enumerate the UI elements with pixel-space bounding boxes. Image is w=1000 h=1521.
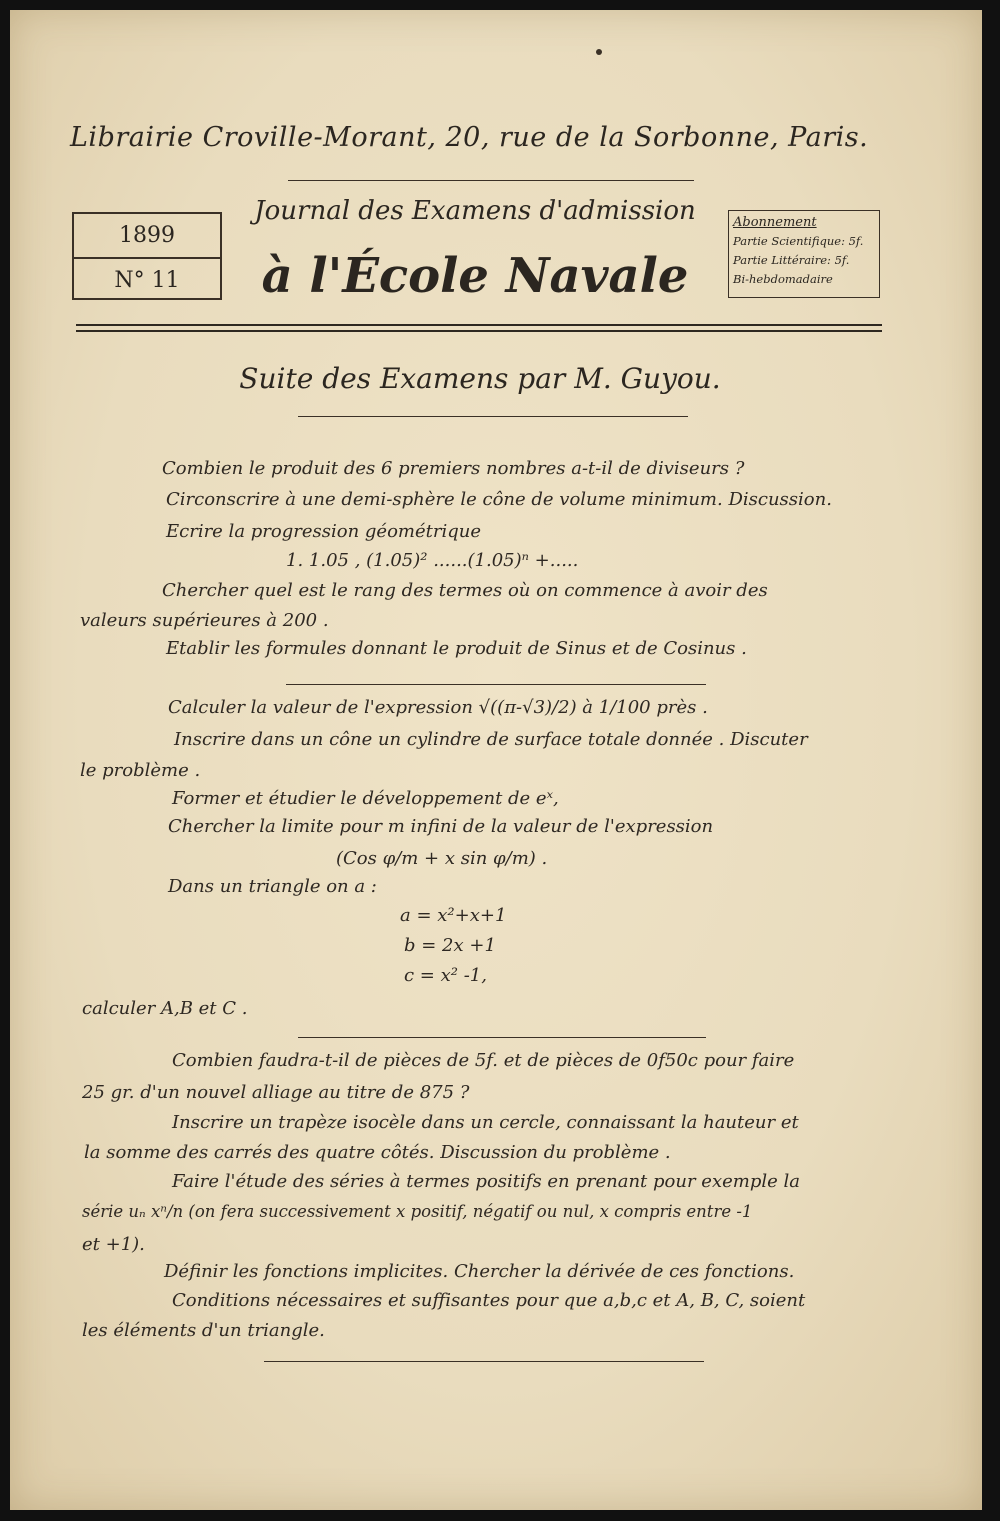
header-double-rule <box>76 324 882 332</box>
exam-line: Former et étudier le développement de eˣ, <box>172 788 559 809</box>
exam-line: c = x² -1, <box>404 965 487 986</box>
exam-line: les éléments d'un triangle. <box>82 1320 325 1341</box>
exam-line: et +1). <box>82 1234 145 1255</box>
subscription-literary: Partie Littéraire: 5f. <box>733 253 850 267</box>
exam-line: Inscrire dans un cône un cylindre de surface totale donnée . Discuter <box>174 729 808 750</box>
exam-line: a = x²+x+1 <box>400 905 507 926</box>
title-underline <box>298 416 688 417</box>
subscription-box <box>728 210 880 298</box>
subscription-heading: Abonnement <box>733 215 817 230</box>
section-title: Suite des Examens par M. Guyou. <box>239 362 721 395</box>
exam-line: Circonscrire à une demi-sphère le cône de volume minimum. Discussion. <box>166 489 832 510</box>
exam-line: Dans un triangle on a : <box>168 876 377 897</box>
exam-line: Combien faudra-t-il de pièces de 5f. et de pièces de 0f50c pour faire <box>172 1050 795 1071</box>
section-separator <box>264 1361 704 1362</box>
school-title: à l'École Navale <box>261 248 689 304</box>
exam-line: calculer A,B et C . <box>82 998 248 1019</box>
exam-line: (Cos φ/m + x sin φ/m) . <box>336 848 548 869</box>
exam-line: Chercher la limite pour m infini de la valeur de l'expression <box>168 816 714 837</box>
issue-number: N° 11 <box>114 268 180 293</box>
exam-line: Chercher quel est le rang des termes où on commence à avoir des <box>162 580 768 601</box>
issue-box <box>72 212 222 300</box>
exam-line: valeurs supérieures à 200 . <box>80 610 329 631</box>
exam-line: Conditions nécessaires et suffisantes pour que a,b,c et A, B, C, soient <box>172 1290 806 1311</box>
exam-line: Calculer la valeur de l'expression √((π-√3)/2) à 1/100 près . <box>168 697 708 718</box>
issue-year: 1899 <box>74 214 220 259</box>
exam-line: Faire l'étude des séries à termes positifs en prenant pour exemple la <box>172 1171 800 1192</box>
section-separator <box>286 684 706 685</box>
exam-line: 25 gr. d'un nouvel alliage au titre de 875 ? <box>82 1082 470 1103</box>
journal-title: Journal des Examens d'admission <box>254 196 696 226</box>
exam-line: b = 2x +1 <box>404 935 496 956</box>
divider-rule <box>288 180 694 181</box>
exam-line: Etablir les formules donnant le produit de Sinus et de Cosinus . <box>166 638 747 659</box>
exam-line: Ecrire la progression géométrique <box>166 521 481 542</box>
subscription-science: Partie Scientifique: 5f. <box>733 234 864 248</box>
exam-line: Définir les fonctions implicites. Chercher la dérivée de ces fonctions. <box>164 1261 795 1282</box>
publisher-line: Librairie Croville-Morant, 20, rue de la Sorbonne, Paris. <box>70 122 869 153</box>
pin-hole <box>596 49 602 55</box>
exam-line: Combien le produit des 6 premiers nombres a-t-il de diviseurs ? <box>162 458 745 479</box>
exam-line: Inscrire un trapèze isocèle dans un cercle, connaissant la hauteur et <box>172 1112 799 1133</box>
section-separator <box>298 1037 706 1038</box>
exam-line: le problème . <box>80 760 201 781</box>
subscription-frequency: Bi-hebdomadaire <box>733 272 833 286</box>
exam-line: série uₙ xⁿ/n (on fera successivement x positif, négatif ou nul, x compris entre -1 <box>82 1202 753 1221</box>
exam-line: la somme des carrés des quatre côtés. Discussion du problème . <box>84 1142 671 1163</box>
exam-line: 1. 1.05 , (1.05)² ......(1.05)ⁿ +..... <box>286 550 579 571</box>
